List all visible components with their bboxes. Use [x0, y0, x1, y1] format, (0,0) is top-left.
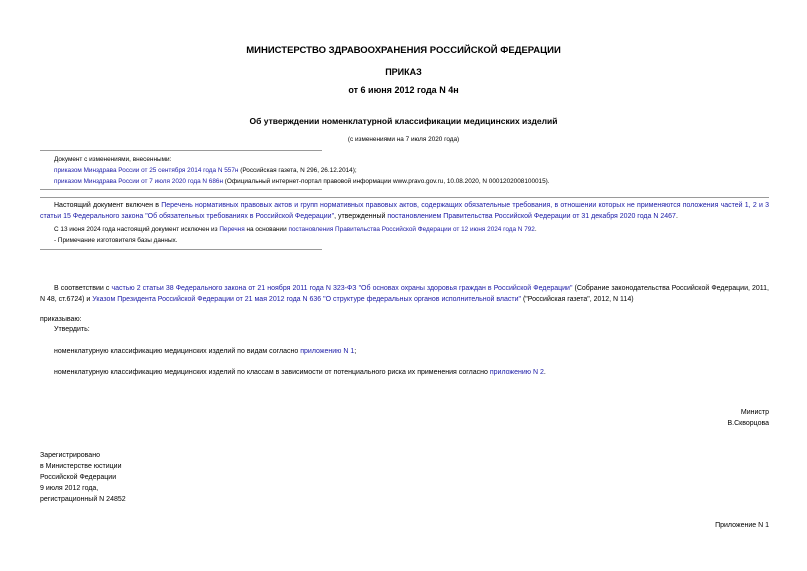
- signatory-name: В.Скворцова: [727, 420, 769, 427]
- divider: [40, 150, 322, 151]
- legal-basis-paragraph: [40, 283, 769, 305]
- signatory-position: Министр: [740, 409, 769, 416]
- document-type: ПРИКАЗ: [385, 67, 422, 77]
- database-note: - Примечание изготовителя базы данных.: [54, 237, 178, 244]
- body-text: ("Российская газета", 2012, N 114): [521, 296, 634, 303]
- page-title: Об утверждении номенклатурной классификации медицинских изделий: [249, 116, 558, 126]
- notice-text: .: [675, 213, 678, 220]
- notice-text: Настоящий документ включен в: [54, 202, 162, 209]
- notice-text: на основании: [244, 226, 289, 233]
- notice-text: , утвержденный: [334, 213, 388, 220]
- approve-label: Утвердить:: [54, 326, 90, 333]
- body-text: номенклатурную классификацию медицинских изделий по классам в зависимости от потенциального риска их применения согласно: [54, 369, 490, 376]
- divider: [40, 189, 322, 190]
- body-text: ;: [354, 348, 357, 355]
- changes-item-2-source: (Официальный интернет-портал правовой информации www.pravo.gov.ru, 10.08.2020, N 0001202008100015).: [223, 178, 550, 185]
- registration-number: регистрационный N 24852: [40, 496, 126, 503]
- order-date: от 6 июня 2012 года N 4н: [348, 85, 459, 95]
- approval-item-1: [54, 346, 356, 357]
- link-government-decree-792[interactable]: постановления Правительства Российской Федерации от 12 июня 2024 года N 792: [288, 226, 535, 233]
- body-text: номенклатурную классификацию медицинских изделий по видам согласно: [54, 348, 301, 355]
- link-government-decree-2467[interactable]: постановлением Правительства Российской Федерации от 31 декабря 2020 года N 2467: [387, 213, 676, 220]
- registration-line: Российской Федерации: [40, 474, 117, 481]
- notice-paragraph-2: [54, 224, 537, 235]
- changes-item-1: [54, 165, 357, 176]
- ministry-name: МИНИСТЕРСТВО ЗДРАВООХРАНЕНИЯ РОССИЙСКОЙ ФЕДЕРАЦИИ: [246, 45, 561, 56]
- amendment-link-686n[interactable]: приказом Минздрава России от 7 июля 2020 года N 686н: [54, 178, 223, 185]
- link-appendix-2[interactable]: приложению N 2: [489, 369, 544, 376]
- registration-block: [40, 450, 126, 505]
- notice-text: .: [534, 226, 537, 233]
- registration-line: Зарегистрировано: [40, 452, 100, 459]
- registration-line: в Министерстве юстиции: [40, 463, 122, 470]
- link-requirements-list[interactable]: Перечень нормативных правовых актов и групп нормативных правовых актов, содержащих обязательные требования, в отношении которых не применяются положения частей 1, 2 и 3 статьи 15 Федерального закона "Об обязательных требованиях в Российской Федерации": [40, 202, 769, 220]
- appendix-label: Приложение N 1: [715, 522, 769, 529]
- changes-item-2: [54, 176, 550, 187]
- changes-intro: Документ с изменениями, внесенными:: [54, 156, 172, 163]
- amendment-link-557n[interactable]: приказом Минздрава России от 25 сентября 2014 года N 557н: [54, 167, 239, 174]
- link-appendix-1[interactable]: приложению N 1: [300, 348, 355, 355]
- link-list[interactable]: Перечня: [219, 226, 245, 233]
- approval-item-2: [54, 367, 546, 378]
- divider: [40, 197, 769, 198]
- body-text: .: [543, 369, 546, 376]
- link-federal-law-323[interactable]: частью 2 статьи 38 Федерального закона от 21 ноября 2011 года N 323-ФЗ "Об основах охраны здоровья граждан в Российской Федерации": [111, 285, 573, 292]
- body-text: В соответствии с: [54, 285, 112, 292]
- changes-item-1-source: (Российская газета, N 296, 26.12.2014);: [238, 167, 357, 174]
- order-verb: приказываю:: [40, 316, 82, 323]
- notice-paragraph-1: [40, 200, 769, 222]
- divider: [40, 249, 322, 250]
- notice-text: С 13 июня 2024 года настоящий документ исключен из: [54, 226, 220, 233]
- amendment-note: (с изменениями на 7 июля 2020 года): [347, 136, 460, 143]
- registration-line: 9 июля 2012 года,: [40, 485, 99, 492]
- link-presidential-decree-636[interactable]: Указом Президента Российской Федерации от 21 мая 2012 года N 636 "О структуре федеральных органов исполнительной власти": [92, 296, 522, 303]
- body-text: (Собрание законодательства Российской Федерации, 2011, N 48, ст.6724) и: [40, 285, 769, 303]
